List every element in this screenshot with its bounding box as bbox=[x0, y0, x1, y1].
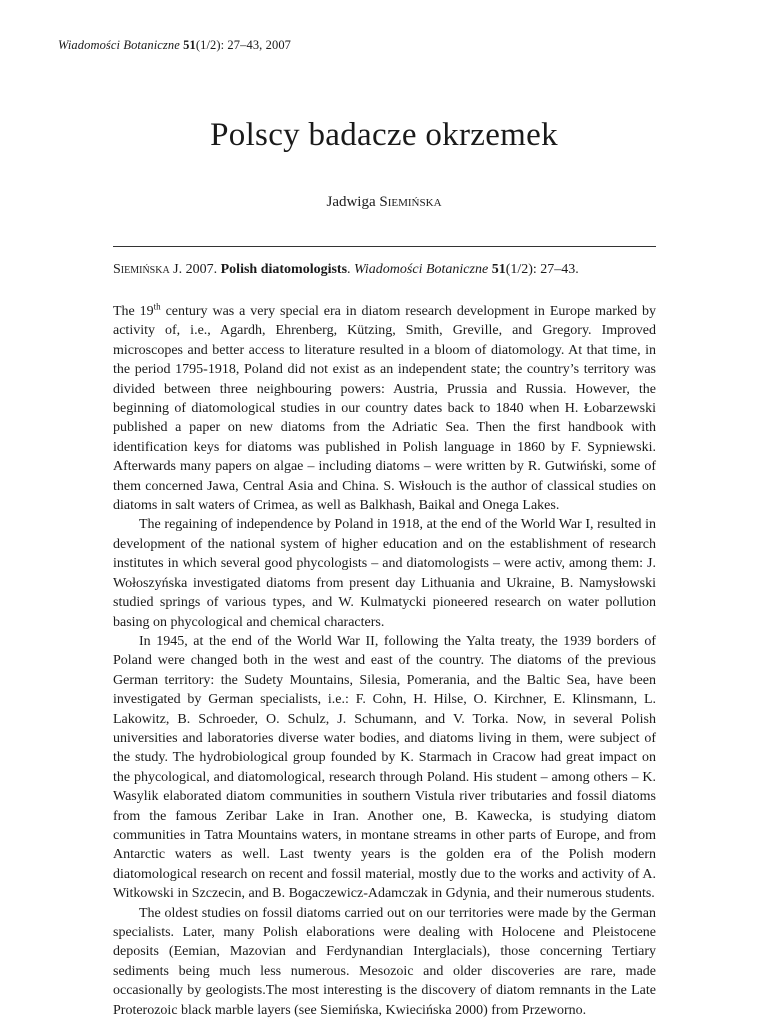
citation-rest: (1/2): 27–43. bbox=[505, 262, 579, 277]
article-title: Polscy badacze okrzemek bbox=[210, 117, 558, 153]
abstract-p1-superscript: th bbox=[153, 301, 161, 312]
abstract-paragraph-3: In 1945, at the end of the World War II, following the Yalta treaty, the 1939 borders of Poland were changed both in the west and east of the country. The diatoms of the previous German territory: the Sudety Mountains, Silesia, Pomerania, and the Baltic Sea, have been investigated by German specialists, i.e.: F. Cohn, H. Hilse, O. Kirchner, E. Klinsmann, L. Lakowitz, B. Schroeder, O. Schulz, J. Schumann, and V. Torka. Now, in several Polish universities and laboratories diverse water bodies, and diatoms living in them, were subject of the study. The hydrobiological group founded by K. Starmach in Cracow had great impact on the phycological, and diatomological, research through Poland. His student – among others – K. Wasylik elaborated diatom communities in southern Vistula river tributaries and fossil diatoms from the famous Zeribar Lake in Iran. Another one, B. Kawecka, is studying diatom communities in Tatra Mountains waters, in montane streams in other parts of Europe, and from Antarctic waters as well. Last twenty years is the golden era of the Polish modern diatomological research on recent and fossil material, mostly due to the works and activity of A. Witkowski in Szczecin, and B. Bogaczewicz-Adamczak in Gdynia, and their numerous students. bbox=[113, 633, 656, 902]
journal-issue-pages: (1/2): 27–43, 2007 bbox=[195, 38, 292, 52]
abstract-paragraph-1 bbox=[113, 302, 656, 515]
author-surname: Siemińska bbox=[379, 194, 442, 210]
divider-rule bbox=[113, 246, 656, 247]
citation-line: Siemińska J. 2007. Polish diatomologists. Wiadomości Botaniczne 51(1/2): 27–43. bbox=[113, 262, 579, 277]
abstract-paragraph-2: The regaining of independence by Poland in 1918, at the end of the World War I, resulted in development of the national system of higher education and on the establishment of research institutes in which several good phycologists – and diatomologists – were activ, among them: J. Wołoszyńska investigated diatoms from present day Lithuania and Ukraine, B. Namysłowski studied springs of various types, and W. Kulmatycki pioneered research on water pollution basing on phycological and chemical characters. bbox=[113, 517, 656, 630]
abstract-p1-post: century was a very special era in diatom research development in Europe marked by activity of, i.e., Agardh, Ehrenberg, Kützing, Smith, Greville, and Gregory. Improved microscopes and better access to literature resulted in a bloom of diatomology. At that time, in the period 1795-1918, Poland did not exist as an independent state; the country’s territory was divided between three neighbouring powers: Austria, Prussia and Russia. However, the beginning of diatomological studies in our country dates back to 1840 when H. Łobarzewski published a paper on new diatoms from the Adriatic Sea. Then the first handbook with identification keys for diatoms was published in Polish language in 1860 by F. Sypniewski. Afterwards many papers on algae – including diatoms – were written by R. Gutwiński, some of them concerned Jawa, Central Asia and China. S. Wisłouch is the author of classical studies on diatoms in salt waters of Crimea, as well as Balkhash, Baikal and Onega Lakes. bbox=[113, 304, 657, 514]
abstract-p1-pre: The 19 bbox=[113, 304, 154, 319]
author-line bbox=[0, 194, 768, 211]
citation-title: Polish diatomologists bbox=[220, 262, 348, 277]
citation-journal: Wiadomości Botaniczne bbox=[354, 262, 489, 277]
author-given-name: Jadwiga bbox=[326, 194, 376, 210]
journal-name: Wiadomości Botaniczne bbox=[58, 38, 180, 52]
running-head bbox=[58, 38, 291, 53]
citation-author-year: Siemińska J. 2007. bbox=[113, 262, 218, 277]
abstract bbox=[113, 302, 656, 1020]
abstract-paragraph-4: The oldest studies on fossil diatoms carried out on our territories were made by the German specialists. Later, many Polish elaborations were dealing with Holocene and Pleistocene deposits (Eemian, Mazovian and Ferdynandian Interglacials), those concerning Tertiary sediments being much less numerous. Mesozoic and older discoveries are rare, made occasionally by geologists.The most interesting is the discovery of diatom remnants in the Late Proterozoic black marble layers (see Siemińska, Kwiecińska 2000) from Przeworno. bbox=[113, 905, 656, 1018]
journal-volume: 51 bbox=[183, 38, 196, 52]
citation-volume: 51 bbox=[491, 262, 506, 277]
